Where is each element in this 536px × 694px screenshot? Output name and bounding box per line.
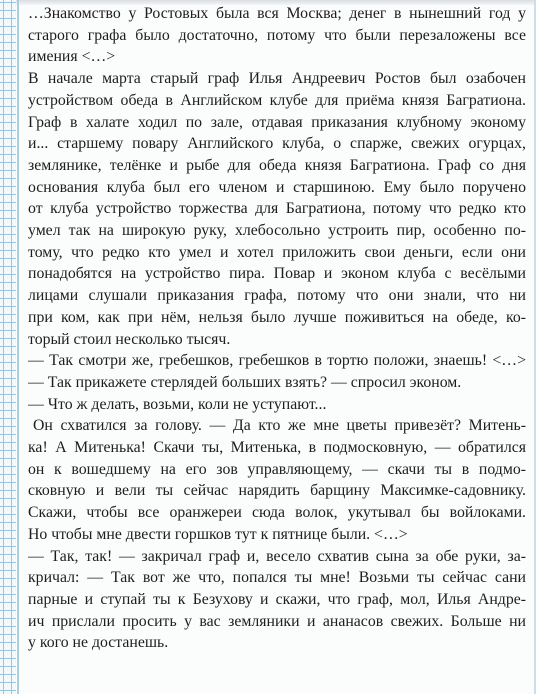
margin-rule — [17, 0, 19, 694]
text-line: — Так смотри же, гребешков, гребешков в тортю положи, знаешь! <…> — [28, 352, 526, 370]
grid-margin — [0, 0, 16, 694]
text-line: у кого не достанешь. — [28, 634, 169, 652]
text-line: при ком, как при нём, нельзя было лучше поживиться на обеде, ко- — [28, 308, 526, 326]
text-line: и... старшему повару Английского клуба, о спарже, свежих огурцах, — [28, 135, 526, 153]
text-line: Скажи, чтобы все оранжереи сюда волок, укутывал бы войлоками. — [28, 504, 526, 522]
text-line: кричал: — Так вот же что, попался ты мне! Возьми ты сейчас сани — [28, 569, 526, 587]
text-line: землянике, телёнке и рыбе для обеда князя Багратиона. Граф со дня — [28, 156, 526, 174]
text-line: парные и ступай ты к Безухову и скажи, что граф, мол, Илья Андре- — [28, 590, 526, 608]
text-line: Граф в халате ходил по зале, отдавая приказания клубному эконому — [28, 113, 526, 131]
text-line: торый стоил несколько тысяч. — [28, 330, 231, 348]
text-line: Он схватился за голову. — Да кто же мне цветы привезёт? Митень- — [33, 417, 526, 435]
text-line: тому, что редко кто умел и хотел приложить свои деньги, если они — [28, 243, 526, 261]
text-line: лицами слушали приказания графа, потому что они знали, что ни — [28, 287, 526, 305]
text-line: В начале марта старый граф Илья Андреевич Ростов был озабочен — [28, 70, 526, 88]
text-excerpt — [28, 3, 526, 654]
text-line: — Что ж делать, возьми, коли не уступают... — [28, 395, 327, 413]
text-line: сковную и вели ты сейчас нарядить барщину Максимке-садовнику. — [28, 482, 526, 500]
text-line: имения <…> — [28, 48, 116, 66]
text-line: от клуба устройство торжества для Багратиона, потому что редко кто — [28, 200, 526, 218]
text-line: он к вошедшему на его зов управляющему, — скачи ты в подмо- — [28, 460, 526, 478]
text-line: …Знакомство у Ростовых была вся Москва; денег в нынешний год у — [28, 5, 526, 22]
text-line: старого графа было достаточно, потому что были перезаложены все — [28, 26, 526, 44]
text-line: умел так на широкую руку, хлебосольно устроить пир, особенно по- — [28, 222, 526, 240]
text-line: ка! А Митенька! Скачи ты, Митенька, в подмосковную, — обратился — [28, 439, 526, 457]
text-line: — Так прикажете стерлядей больших взять? — спросил эконом. — [28, 373, 462, 391]
text-line: устройством обеда в Английском клубе для приёма князя Багратиона. — [28, 91, 526, 109]
text-line: Но чтобы мне двести горшков тут к пятнице были. <…> — [28, 525, 408, 543]
text-line: ич прислали просить у вас земляники и ананасов свежих. Больше ни — [28, 612, 526, 630]
text-line: понадобятся на устройство пира. Повар и эконом клуба с весёлыми — [28, 265, 526, 283]
text-line: основания клуба был его членом и старшиною. Ему было поручено — [28, 178, 526, 196]
text-line: — Так, так! — закричал граф и, весело схватив сына за обе руки, за- — [28, 547, 526, 565]
